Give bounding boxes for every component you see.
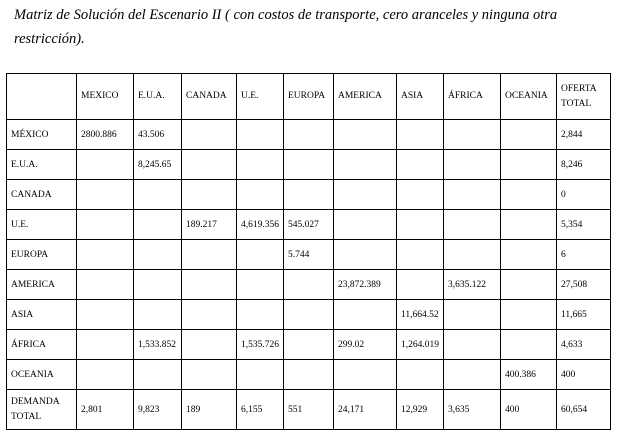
row-header: OCEANIA (7, 360, 77, 390)
table-cell (397, 150, 444, 180)
column-header: EUROPA (284, 74, 334, 120)
table-cell: 27,508 (557, 270, 611, 300)
table-cell: 9,823 (134, 390, 182, 430)
table-cell: 189 (182, 390, 237, 430)
table-cell (334, 240, 397, 270)
table-cell (134, 210, 182, 240)
row-header: ASIA (7, 300, 77, 330)
table-cell (444, 330, 501, 360)
solution-matrix-table (6, 73, 611, 430)
table-cell (134, 180, 182, 210)
column-header: MEXICO (77, 74, 134, 120)
table-cell (444, 120, 501, 150)
table-cell (182, 120, 237, 150)
table-cell: 11,664.52 (397, 300, 444, 330)
table-cell (182, 330, 237, 360)
table-cell (501, 240, 557, 270)
table-cell: 8,245.65 (134, 150, 182, 180)
table-cell (444, 210, 501, 240)
table-cell (501, 150, 557, 180)
table-cell (284, 180, 334, 210)
table-cell (77, 180, 134, 210)
table-cell: 299.02 (334, 330, 397, 360)
table-cell (284, 150, 334, 180)
table-row (7, 240, 611, 270)
table-cell (237, 270, 284, 300)
table-cell: 5.744 (284, 240, 334, 270)
table-cell: 1,533.852 (134, 330, 182, 360)
column-header: OCEANIA (501, 74, 557, 120)
table-cell (444, 360, 501, 390)
table-cell: 2,801 (77, 390, 134, 430)
table-cell (237, 360, 284, 390)
table-cell: 2800.886 (77, 120, 134, 150)
table-cell: 2,844 (557, 120, 611, 150)
table-cell (237, 180, 284, 210)
row-header: ÁFRICA (7, 330, 77, 360)
table-cell: 400.386 (501, 360, 557, 390)
row-header: MÉXICO (7, 120, 77, 150)
table-cell: 43.506 (134, 120, 182, 150)
table-cell: 551 (284, 390, 334, 430)
table-row (7, 300, 611, 330)
table-cell: 3,635.122 (444, 270, 501, 300)
table-cell (501, 330, 557, 360)
table-cell (182, 240, 237, 270)
table-cell (444, 150, 501, 180)
table-cell (334, 360, 397, 390)
table-row (7, 210, 611, 240)
table-cell (284, 330, 334, 360)
column-header: AMERICA (334, 74, 397, 120)
table-cell (77, 330, 134, 360)
table-cell: 12,929 (397, 390, 444, 430)
table-cell (77, 150, 134, 180)
table-cell (334, 150, 397, 180)
table-cell: 6,155 (237, 390, 284, 430)
table-cell: 400 (501, 390, 557, 430)
table-cell: 1,535.726 (237, 330, 284, 360)
row-header: E.U.A. (7, 150, 77, 180)
table-cell: 3,635 (444, 390, 501, 430)
table-cell (77, 240, 134, 270)
row-header: U.E. (7, 210, 77, 240)
table-cell (334, 210, 397, 240)
table-cell: 23,872.389 (334, 270, 397, 300)
table-cell (397, 240, 444, 270)
table-cell: 8,246 (557, 150, 611, 180)
table-body (7, 120, 611, 430)
table-cell (284, 300, 334, 330)
table-cell: 189.217 (182, 210, 237, 240)
table-cell (444, 180, 501, 210)
table-cell (444, 240, 501, 270)
table-row (7, 180, 611, 210)
table-cell (237, 120, 284, 150)
table-cell: 0 (557, 180, 611, 210)
table-cell (182, 270, 237, 300)
table-cell: 24,171 (334, 390, 397, 430)
table-cell (182, 180, 237, 210)
table-cell (501, 180, 557, 210)
table-cell (182, 150, 237, 180)
table-row (7, 150, 611, 180)
table-cell (134, 270, 182, 300)
table-cell: 6 (557, 240, 611, 270)
table-cell (334, 180, 397, 210)
table-cell: 4,633 (557, 330, 611, 360)
table-cell (444, 300, 501, 330)
table-caption: Matriz de Solución del Escenario II ( con costos de transporte, cero aranceles y ninguna otra restricción). (14, 7, 558, 47)
table-cell (182, 300, 237, 330)
table-cell (397, 180, 444, 210)
table-row (7, 360, 611, 390)
table-cell: 5,354 (557, 210, 611, 240)
table-cell (284, 270, 334, 300)
table-cell (334, 300, 397, 330)
table-cell (134, 240, 182, 270)
table-cell (501, 270, 557, 300)
row-header: AMERICA (7, 270, 77, 300)
table-cell (237, 240, 284, 270)
table-cell: 400 (557, 360, 611, 390)
table-cell (77, 300, 134, 330)
table-row (7, 330, 611, 360)
table-cell (77, 360, 134, 390)
column-header: ÁFRICA (444, 74, 501, 120)
row-header: DEMANDA TOTAL (7, 390, 77, 430)
table-cell (182, 360, 237, 390)
table-cell (334, 120, 397, 150)
table-row (7, 390, 611, 430)
header-corner-cell (7, 74, 77, 120)
table-cell (501, 120, 557, 150)
table-cell (237, 150, 284, 180)
table-cell (237, 300, 284, 330)
column-header: OFERTA TOTAL (557, 74, 611, 120)
column-header: U.E. (237, 74, 284, 120)
table-row (7, 120, 611, 150)
column-header: E.U.A. (134, 74, 182, 120)
table-cell (501, 210, 557, 240)
table-cell: 4,619.356 (237, 210, 284, 240)
table-cell (284, 360, 334, 390)
row-header: EUROPA (7, 240, 77, 270)
table-cell (284, 120, 334, 150)
table-cell (397, 210, 444, 240)
column-header: CANADA (182, 74, 237, 120)
table-cell: 11,665 (557, 300, 611, 330)
table-cell: 60,654 (557, 390, 611, 430)
table-cell (501, 300, 557, 330)
column-header: ASIA (397, 74, 444, 120)
table-cell (134, 300, 182, 330)
table-cell: 1,264.019 (397, 330, 444, 360)
table-cell (77, 210, 134, 240)
table-cell (397, 360, 444, 390)
table-cell (397, 270, 444, 300)
table-row (7, 270, 611, 300)
row-header: CANADA (7, 180, 77, 210)
table-cell: 545.027 (284, 210, 334, 240)
header-row (7, 74, 611, 120)
table-cell (77, 270, 134, 300)
table-cell (134, 360, 182, 390)
table-cell (397, 120, 444, 150)
